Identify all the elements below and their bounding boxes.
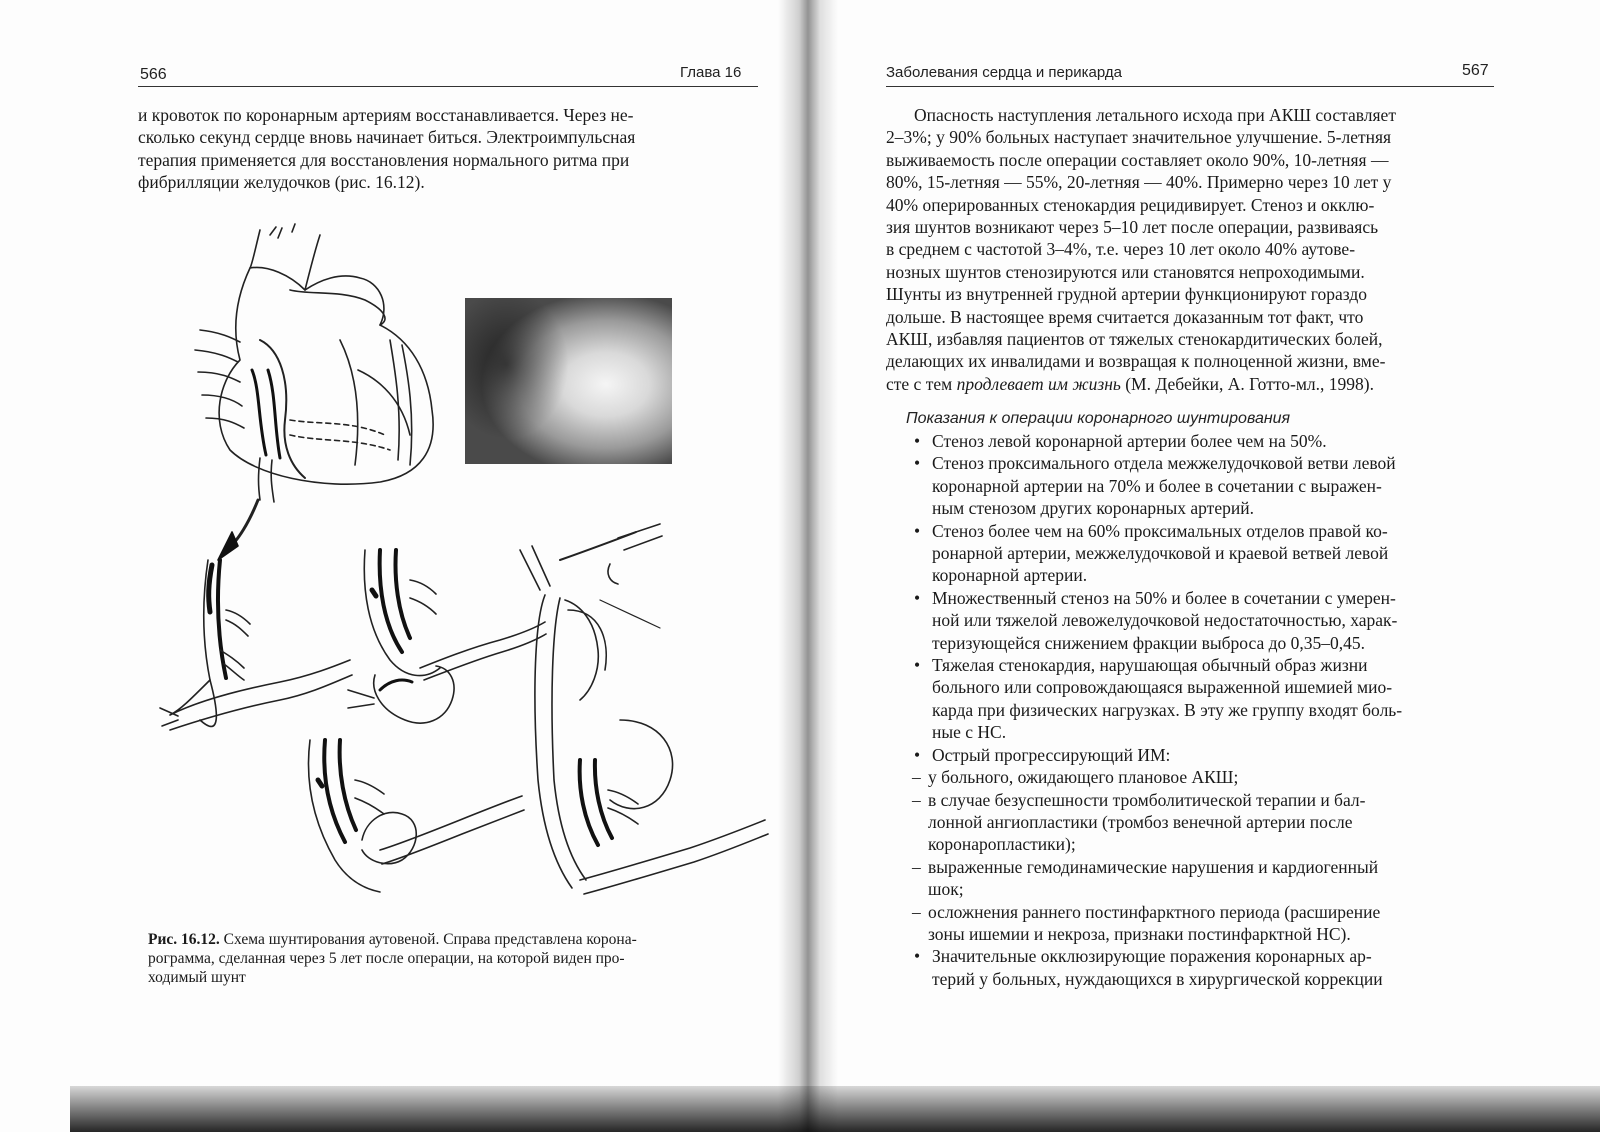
- text-line: дольше. В настоящее время считается доказанным тот факт, что: [886, 306, 1364, 327]
- list-item-line: Тяжелая стенокардия, нарушающая обычный образ жизни: [932, 655, 1368, 676]
- caption-line: Схема шунтирования аутовеной. Справа представлена корона-: [219, 931, 637, 948]
- bullet-icon: •: [914, 587, 921, 608]
- text-line: зия шунтов возникают через 5–10 лет после операции, развиваясь: [886, 217, 1379, 238]
- sub-list-item-line: коронаропластики);: [928, 834, 1076, 855]
- sub-list-item: [912, 901, 1526, 946]
- graft-drawing-3: [308, 740, 524, 892]
- list-item-line: ные с НС.: [932, 722, 1007, 743]
- text-line: сколько секунд сердце вновь начинает биться. Электроимпульсная: [138, 127, 636, 148]
- list-item: [912, 587, 1526, 654]
- caption-line: рограмма, сделанная через 5 лет после операции, на которой виден про-: [148, 950, 625, 967]
- book-gutter-shadow: [778, 0, 838, 1132]
- sub-list-item-line: зоны ишемии и некроза, признаки постинфарктной НС).: [928, 923, 1351, 944]
- right-paragraph: [886, 104, 1494, 395]
- indications-subheading: Показания к операции коронарного шунтирования: [906, 410, 1291, 427]
- text-line: в среднем с частотой 3–4%, т.е. через 10 лет около 40% аутове-: [886, 239, 1356, 260]
- caption-label: Рис. 16.12.: [148, 931, 220, 948]
- dash-icon: –: [912, 767, 921, 788]
- list-item: [912, 520, 1526, 587]
- text-line: нозных шунтов стенозируются или становятся непроходимыми.: [886, 261, 1365, 282]
- bullet-icon: •: [914, 655, 921, 676]
- running-head-left: Глава 16: [680, 64, 742, 81]
- sub-list-item-line: в случае безуспешности тромболитической терапии и бал-: [928, 789, 1366, 810]
- sub-list-item: [912, 856, 1526, 901]
- text-line: и кровоток по коронарным артериям восстанавливается. Через не-: [138, 105, 634, 125]
- left-paragraph: [138, 104, 760, 194]
- list-item: [912, 452, 1526, 519]
- bullet-icon: •: [914, 946, 921, 967]
- list-item-line: Стеноз левой коронарной артерии более чем на 50%.: [932, 431, 1327, 451]
- dash-icon: –: [912, 901, 921, 922]
- bypass-illustration: [140, 220, 780, 920]
- bullet-icon: •: [914, 453, 921, 474]
- sub-list-item-line: у больного, ожидающего плановое АКШ;: [928, 767, 1239, 788]
- text-line: [886, 373, 1494, 395]
- heart-drawing: [195, 224, 433, 560]
- scan-bottom-shadow: [70, 1086, 1600, 1132]
- list-item-line: Острый прогрессирующий ИМ:: [932, 744, 1171, 765]
- graft-drawing-1: [160, 560, 352, 730]
- sub-list-item-line: осложнения раннего постинфарктного периода (расширение: [928, 901, 1381, 922]
- page-number-left: 566: [140, 66, 167, 83]
- list-item-line: Стеноз более чем на 60% проксимальных отделов правой ко-: [932, 520, 1388, 541]
- graft-drawing-4: [520, 524, 768, 894]
- indications-list: [912, 430, 1526, 990]
- text-run: сте с тем: [886, 373, 957, 394]
- text-line: 80%, 15-летняя — 55%, 20-летняя — 40%. Примерно через 10 лет у: [886, 172, 1392, 193]
- running-head-right: Заболевания сердца и перикарда: [886, 64, 1122, 81]
- bullet-icon: •: [914, 431, 921, 451]
- list-item-line: терий у больных, нуждающихся в хирургической коррекции: [932, 968, 1383, 989]
- text-line: Опасность наступления летального исхода при АКШ составляет: [914, 105, 1396, 125]
- dash-icon: –: [912, 856, 921, 877]
- graft-drawing-2: [348, 550, 546, 723]
- text-line: делающих их инвалидами и возвращая к полноценной жизни, вме-: [886, 351, 1386, 372]
- text-line: терапия применяется для восстановления нормального ритма при: [138, 149, 630, 170]
- sub-list-item-line: шок;: [928, 879, 964, 900]
- header-rule-left: [138, 86, 758, 87]
- list-item: [912, 430, 1526, 452]
- bullet-icon: •: [914, 744, 921, 765]
- list-item-line: ронарной артерии, межжелудочковой и краевой ветвей левой: [932, 543, 1389, 564]
- list-item-line: карда при физических нагрузках. В эту же группу входят боль-: [932, 699, 1403, 720]
- text-line: 40% оперированных стенокардия рецидивирует. Стеноз и окклю-: [886, 194, 1375, 215]
- sub-list-item: [912, 766, 1526, 788]
- list-item-line: ной или тяжелой левожелудочковой недостаточностью, харак-: [932, 610, 1398, 631]
- text-line: выживаемость после операции составляет около 90%, 10-летняя —: [886, 149, 1389, 170]
- list-item: [912, 654, 1526, 744]
- sub-list-item: [912, 789, 1526, 856]
- bullet-icon: •: [914, 520, 921, 541]
- text-line: Шунты из внутренней грудной артерии функционируют гораздо: [886, 284, 1367, 305]
- text-line: фибрилляции желудочков (рис. 16.12).: [138, 172, 425, 193]
- header-rule-right: [886, 86, 1494, 87]
- list-item: [912, 744, 1526, 946]
- figure-caption: [148, 930, 760, 987]
- list-item-line: Значительные окклюзирующие поражения коронарных ар-: [932, 946, 1372, 967]
- page-number-right: 567: [1462, 62, 1489, 79]
- list-item-line: Стеноз проксимального отдела межжелудочковой ветви левой: [932, 453, 1396, 474]
- text-run: (М. Дебейки, А. Готто-мл., 1998).: [1120, 373, 1374, 394]
- coronarogram-photo: [465, 298, 672, 464]
- list-item-line: коронарной артерии на 70% и более в сочетании с выражен-: [932, 475, 1382, 496]
- dash-icon: –: [912, 789, 921, 810]
- list-item-line: ным стенозом других коронарных артерий.: [932, 498, 1254, 519]
- sub-list-item-line: лонной ангиопластики (тромбоз венечной артерии после: [928, 811, 1353, 832]
- text-line: АКШ, избавляя пациентов от тяжелых стенокардитических болей,: [886, 329, 1383, 350]
- list-item-line: коронарной артерии.: [932, 565, 1088, 586]
- sub-list-item-line: выраженные гемодинамические нарушения и кардиогенный: [928, 856, 1379, 877]
- caption-line: ходимый шунт: [148, 969, 246, 986]
- list-item: [912, 945, 1526, 990]
- italic-run: продлевает им жизнь: [956, 373, 1121, 394]
- list-item-line: больного или сопровождающаяся выраженной ишемией мио-: [932, 677, 1393, 698]
- list-item-line: теризующейся снижением фракции выброса до 0,35–0,45.: [932, 632, 1365, 653]
- list-item-line: Множественный стеноз на 50% и более в сочетании с умерен-: [932, 587, 1396, 608]
- text-line: 2–3%; у 90% больных наступает значительное улучшение. 5-летняя: [886, 127, 1392, 148]
